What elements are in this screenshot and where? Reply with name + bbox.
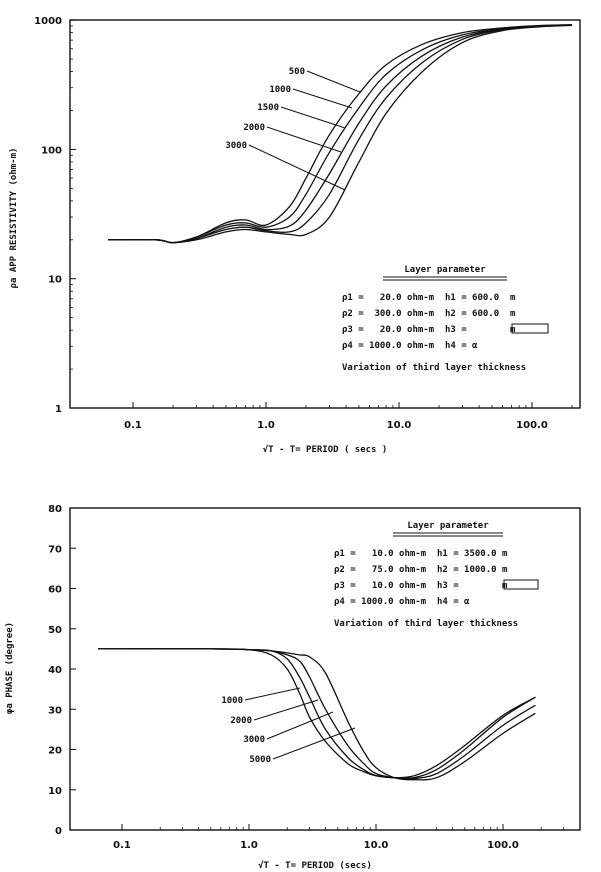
phase-y-ticks [48, 504, 76, 837]
x-tick-label: 10.0 [363, 840, 389, 851]
series-line-2000 [98, 649, 535, 779]
y-tick-label: 1000 [34, 16, 62, 28]
series-label-1000: 1000 [269, 85, 291, 95]
x-tick-label: 100.0 [516, 420, 548, 431]
series-leader-line [307, 71, 360, 92]
series-line-3000 [108, 25, 572, 242]
phase-x-ticks [113, 824, 563, 851]
x-tick-label: 1.0 [240, 840, 258, 851]
legend-row: ρ4 = 1000.0 ohm-m h4 = α [334, 597, 470, 607]
series-label-3000: 3000 [243, 735, 265, 745]
phase-legend-box [334, 521, 538, 629]
phase-y-axis-label: φa PHASE (degree) [5, 621, 15, 715]
series-leader-line [249, 145, 345, 190]
x-tick-label: 100.0 [487, 840, 519, 851]
y-tick-label: 40 [48, 665, 62, 676]
y-tick-label: 1 [55, 404, 62, 415]
resistivity-legend-box [342, 265, 548, 373]
h3-blank-box [504, 580, 538, 589]
series-line-1500 [108, 25, 572, 243]
legend-row: ρ4 = 1000.0 ohm-m h4 = α [342, 341, 478, 351]
series-label-3000: 3000 [225, 141, 247, 151]
legend-title: Layer parameter [407, 521, 489, 531]
series-leader-line [245, 688, 300, 700]
y-tick-label: 20 [48, 745, 62, 757]
legend-title: Layer parameter [404, 265, 486, 275]
x-tick-label: 1.0 [257, 420, 275, 431]
series-line-500 [108, 25, 572, 243]
resistivity-chart [9, 16, 580, 455]
series-line-1000 [108, 25, 572, 243]
y-tick-label: 30 [48, 705, 62, 717]
resistivity-x-ticks [124, 402, 572, 431]
series-label-5000: 5000 [249, 755, 271, 765]
legend-row: ρ1 = 20.0 ohm-m h1 = 600.0 m [342, 293, 516, 303]
series-leader-line [281, 107, 345, 128]
series-label-1000: 1000 [221, 696, 243, 706]
y-tick-label: 70 [48, 544, 62, 556]
legend-row: ρ2 = 300.0 ohm-m h2 = 600.0 m [342, 309, 516, 319]
legend-row: ρ3 = 10.0 ohm-m h3 = m [334, 581, 508, 591]
phase-curves [98, 649, 535, 780]
legend-row: ρ3 = 20.0 ohm-m h3 = m [342, 325, 516, 335]
y-tick-label: 100 [41, 145, 62, 157]
y-tick-label: 80 [48, 504, 62, 515]
x-tick-label: 10.0 [386, 420, 412, 431]
x-tick-label: 0.1 [124, 420, 142, 431]
y-tick-label: 50 [48, 624, 62, 636]
resistivity-curve-labels [225, 67, 360, 190]
series-label-2000: 2000 [230, 716, 252, 726]
h3-blank-box [512, 324, 548, 333]
legend-note: Variation of third layer thickness [342, 363, 527, 373]
y-tick-label: 0 [55, 826, 62, 837]
resistivity-y-axis-label: ρa APP RESISTIVITY (ohm-m) [9, 147, 19, 289]
legend-note: Variation of third layer thickness [334, 619, 519, 629]
phase-chart [5, 504, 580, 871]
resistivity-x-axis-label: √T - T= PERIOD ( secs ) [262, 445, 388, 455]
x-tick-label: 0.1 [113, 840, 131, 851]
legend-row: ρ2 = 75.0 ohm-m h2 = 1000.0 m [334, 565, 508, 575]
series-leader-line [267, 127, 341, 152]
series-line-2000 [108, 25, 572, 243]
y-tick-label: 10 [48, 274, 62, 286]
legend-row: ρ1 = 10.0 ohm-m h1 = 3500.0 m [334, 549, 508, 559]
series-leader-line [293, 89, 352, 108]
series-leader-line [273, 728, 355, 759]
series-line-5000 [98, 649, 535, 780]
series-leader-line [254, 700, 318, 720]
phase-x-axis-label: √T - T= PERIOD (secs) [258, 861, 372, 871]
y-tick-label: 10 [48, 785, 62, 797]
resistivity-curves [108, 25, 572, 243]
series-label-500: 500 [288, 67, 305, 77]
series-label-1500: 1500 [257, 103, 279, 113]
series-label-2000: 2000 [243, 123, 265, 133]
y-tick-label: 60 [48, 584, 62, 596]
